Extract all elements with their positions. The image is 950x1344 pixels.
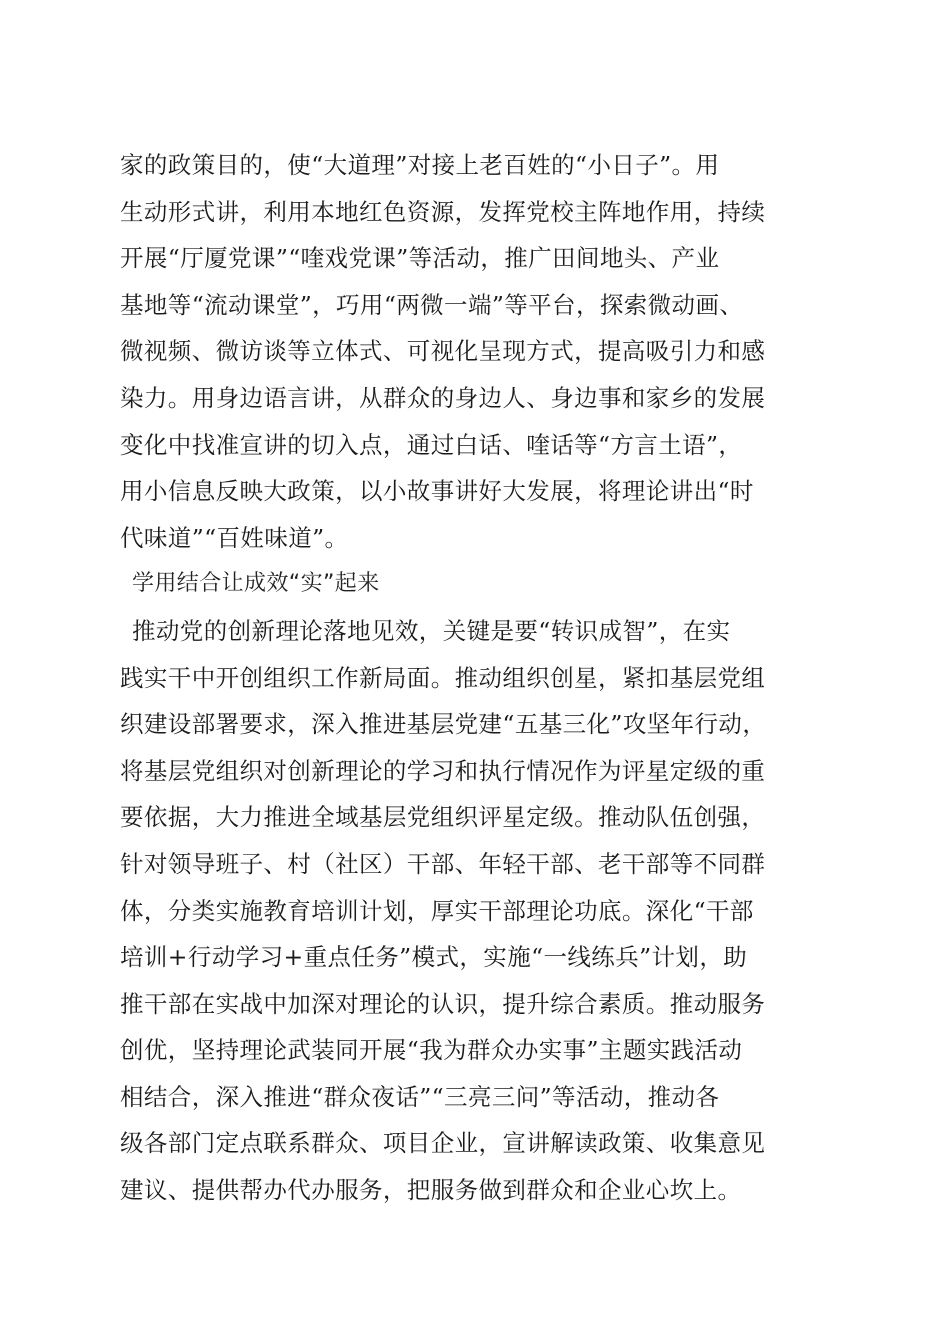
- text-line: 推动党的创新理论落地见效，关键是要“转识成智”，在实: [132, 616, 731, 645]
- section-heading: 学用结合让成效“实”起来: [132, 571, 380, 597]
- text-line: 开展“厅厦党课”“喹戏党课”等活动，推广田间地头、产业: [120, 244, 720, 273]
- paragraph-body: [120, 608, 840, 1214]
- text-line: 创优，坚持理论武装同开展“我为群众办实事”主题实践活动: [120, 1036, 743, 1065]
- text-line: 将基层党组织对创新理论的学习和执行情况作为评星定级的重: [120, 756, 766, 785]
- text-line: 推干部在实战中加深对理论的认识，提升综合素质。推动服务: [120, 989, 766, 1018]
- text-line: 基地等“流动课堂”，巧用“两微一端”等平台，探索微动画、: [120, 290, 744, 319]
- text-line: 织建设部署要求，深入推进基层党建“五基三化”攻坚年行动，: [120, 710, 767, 739]
- text-line: 代味道”“百姓味道”。: [120, 523, 349, 552]
- text-line: 培训+行动学习+重点任务”模式，实施“一线练兵”计划，助: [120, 943, 748, 972]
- text-line: 变化中找准宣讲的切入点，通过白话、喹话等“方言土语”，: [120, 430, 743, 459]
- text-line: 用小信息反映大政策，以小故事讲好大发展，将理论讲出“时: [120, 477, 754, 506]
- document-body: [120, 142, 840, 1214]
- paragraph-continuation: [120, 142, 840, 561]
- text-line: 染力。用身边语言讲，从群众的身边人、身边事和家乡的发展: [120, 383, 766, 412]
- text-line: 家的政策目的，使“大道理”对接上老百姓的“小日子”。用: [120, 151, 720, 179]
- text-line: 生动形式讲，利用本地红色资源，发挥党校主阵地作用，持续: [120, 197, 766, 226]
- text-line: 针对领导班子、村（社区）干部、年轻干部、老干部等不同群: [120, 849, 766, 878]
- text-line: 级各部门定点联系群众、项目企业，宣讲解读政策、收集意见: [120, 1129, 766, 1158]
- text-line: 微视频、微访谈等立体式、可视化呈现方式，提高吸引力和感: [120, 337, 766, 366]
- text-line: 践实干中开创组织工作新局面。推动组织创星，紧扣基层党组: [120, 663, 766, 692]
- text-line: 建议、提供帮办代办服务，把服务做到群众和企业心坎上。: [120, 1176, 742, 1205]
- text-line: 体，分类实施教育培训计划，厚实干部理论功底。深化“干部: [120, 896, 754, 925]
- text-line: 相结合，深入推进“群众夜话”“三亮三问”等活动，推动各: [120, 1082, 720, 1111]
- text-line: 要依据，大力推进全域基层党组织评星定级。推动队伍创强，: [120, 803, 766, 832]
